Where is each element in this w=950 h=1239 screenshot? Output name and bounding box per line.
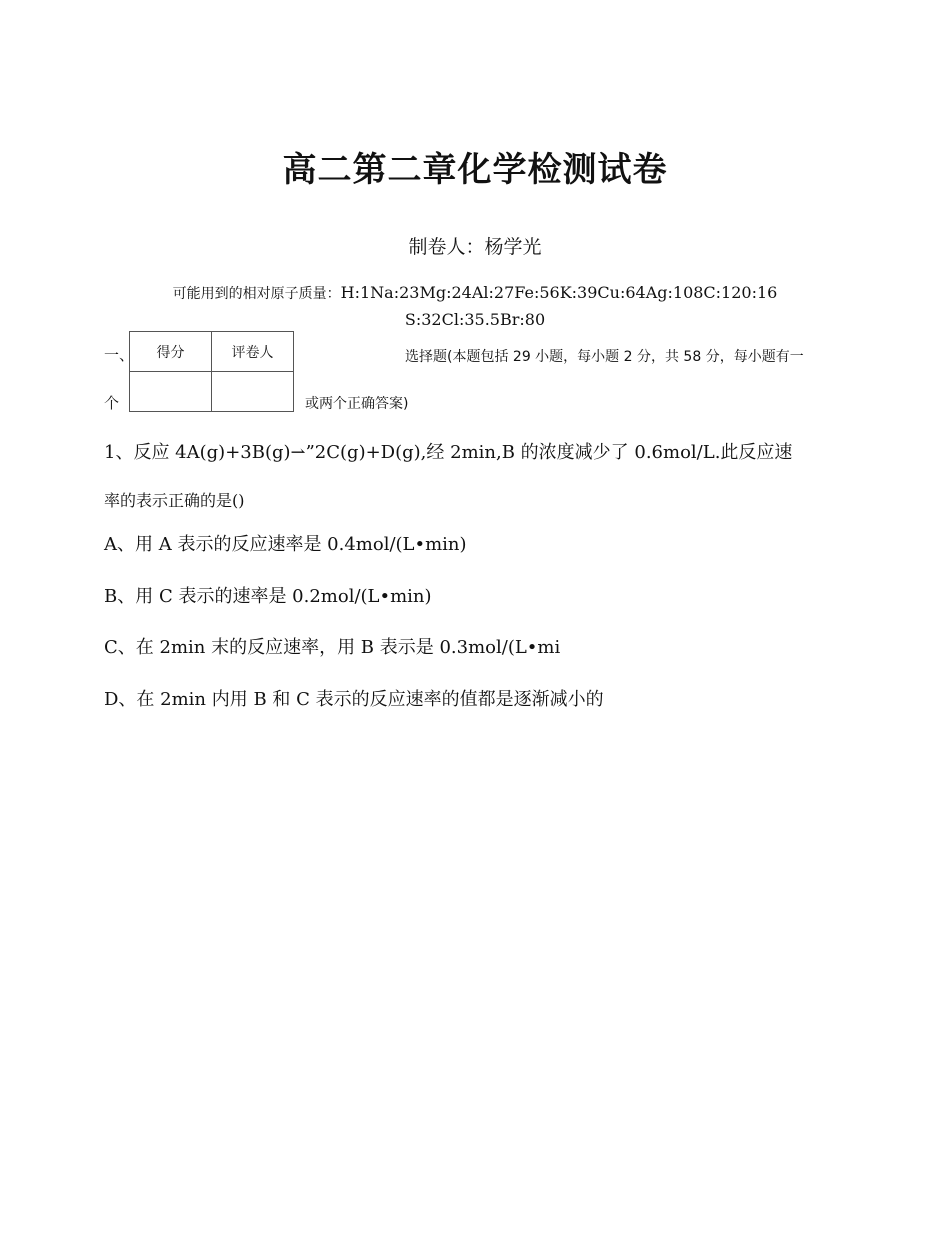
question-1-option-d: D、在 2min 内用 B 和 C 表示的反应速率的值都是逐渐减小的 <box>104 689 604 710</box>
section-description: 选择题(本题包括 29 小题，每小题 2 分，共 58 分，每小题有一 <box>405 349 804 365</box>
atomic-masses-note <box>120 280 830 334</box>
question-1-option-c: C、在 2min 末的反应速率，用 B 表示是 0.3mol/(L•mi <box>104 637 561 658</box>
section-prefix-continuation: 个 <box>104 394 120 412</box>
score-cell[interactable] <box>130 372 212 412</box>
question-1-stem: 1、反应 4A(g)+3B(g)⇀”2C(g)+D(g),经 2min,B 的浓度减少了 0.6mol/L.此反应速 <box>104 442 793 463</box>
score-header: 得分 <box>130 332 212 372</box>
atomic-masses-label: 可能用到的相对原子质量： <box>172 286 341 302</box>
score-table <box>129 331 294 412</box>
page-title: 高二第二章化学检测试卷 <box>282 150 668 190</box>
grader-header: 评卷人 <box>212 332 294 372</box>
section-description-continuation: 或两个正确答案) <box>305 396 409 412</box>
section-number: 一、 <box>104 346 135 364</box>
atomic-masses-values: H:1Na:23Mg:24Al:27Fe:56K:39Cu:64Ag:108C:120:16 S:32Cl:35.5Br:80 <box>340 283 778 329</box>
author-line: 制卷人：杨学光 <box>408 236 542 258</box>
question-1-stem-continuation: 率的表示正确的是() <box>104 491 245 510</box>
grader-cell[interactable] <box>212 372 294 412</box>
question-1-option-b: B、用 C 表示的速率是 0.2mol/(L•min) <box>104 586 432 607</box>
question-1-option-a: A、用 A 表示的反应速率是 0.4mol/(L•min) <box>104 534 467 555</box>
